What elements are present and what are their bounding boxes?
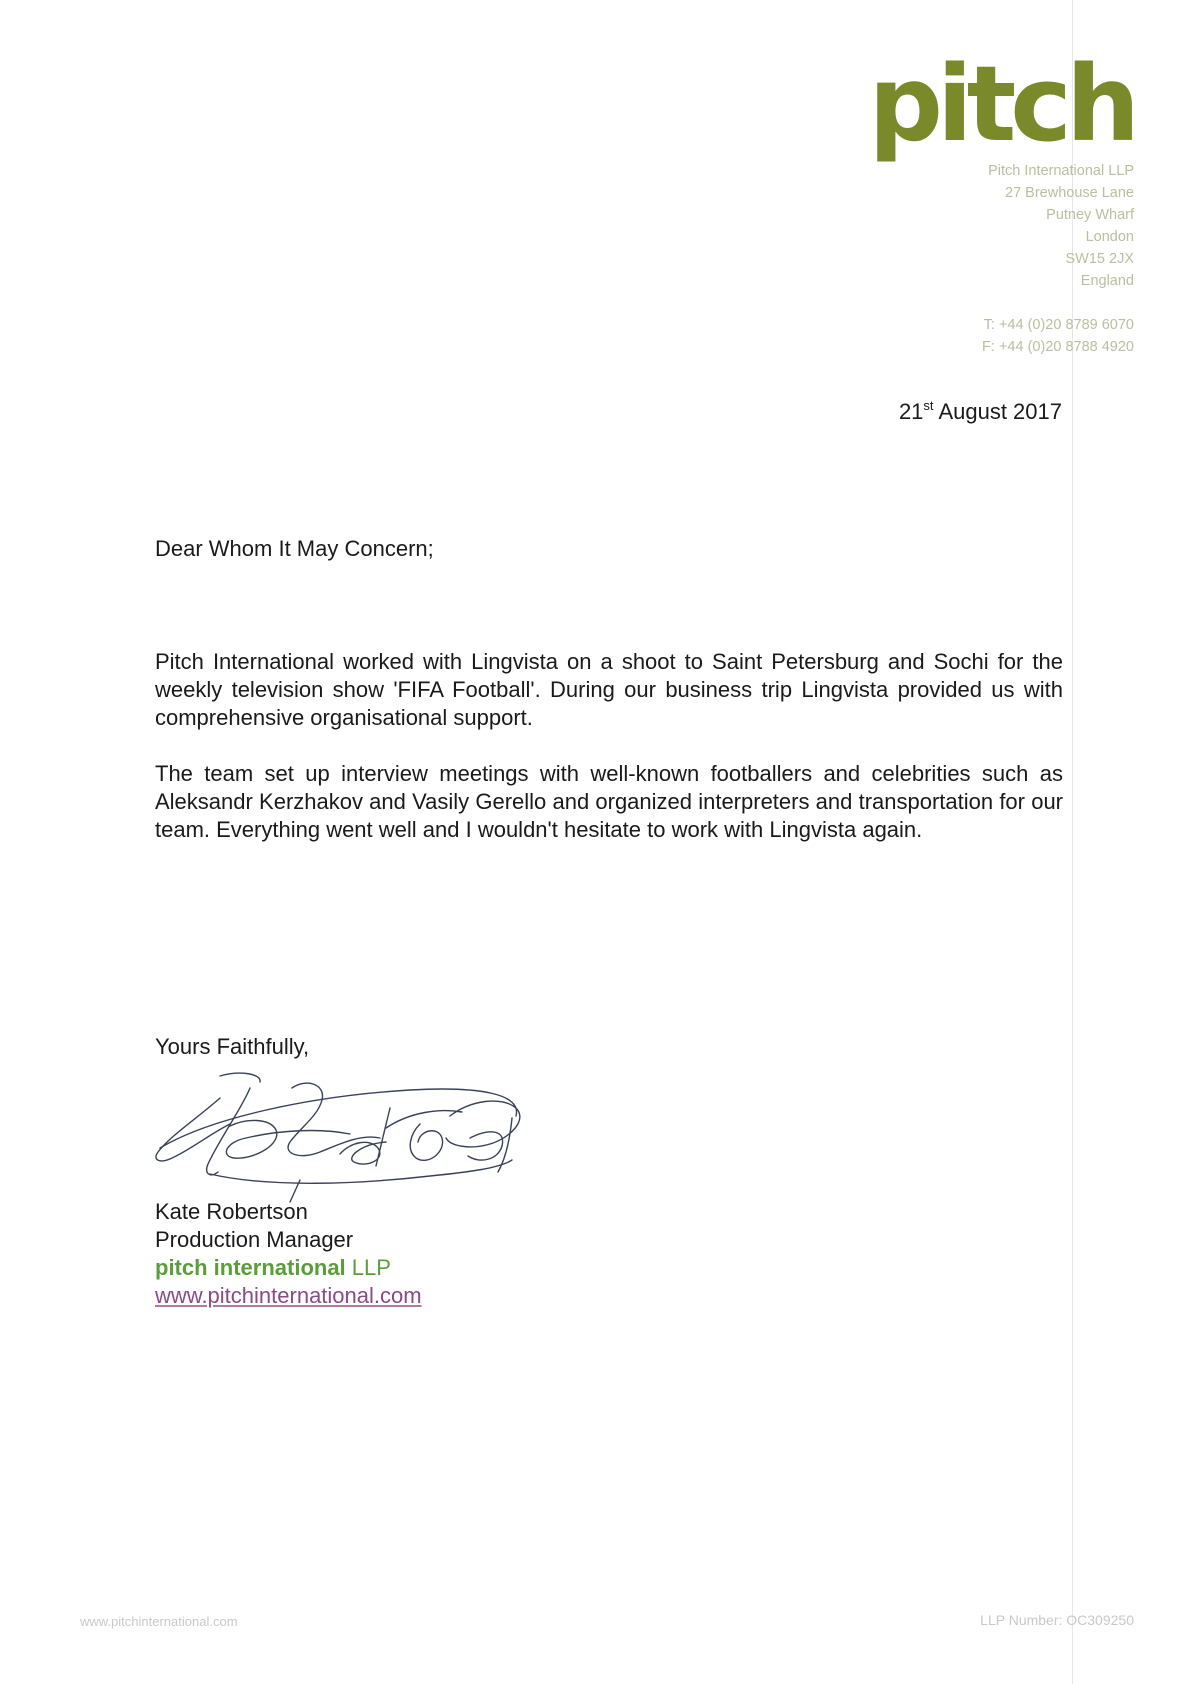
fax-number: F: +44 (0)20 8788 4920 xyxy=(982,339,1134,355)
date-day: 21 xyxy=(898,399,924,424)
company-name: pitch international xyxy=(155,1255,346,1280)
body-paragraph: The team set up interview meetings with well-known footballers and celebrities such as Aleksandr Kerzhakov and Vasily Gerello and organized interpreters and transportation for our team. Everything went well and I wouldn't hesitate to work with Lingvista again. xyxy=(155,761,1063,842)
handwritten-signature xyxy=(150,1068,560,1204)
address-line: 27 Brewhouse Lane xyxy=(1005,185,1134,201)
date-month-year: August 2017 xyxy=(938,399,1062,424)
salutation: Dear Whom It May Concern; xyxy=(155,536,434,561)
company-suffix: LLP xyxy=(345,1255,391,1280)
closing: Yours Faithfully, xyxy=(155,1034,310,1059)
pitch-logo: pitch xyxy=(868,43,1134,165)
date-ordinal-suffix: st xyxy=(923,398,934,413)
signatory-block xyxy=(155,1198,422,1310)
address-line: SW15 2JX xyxy=(1065,251,1134,267)
address-line: London xyxy=(1085,229,1134,245)
signatory-name: Kate Robertson xyxy=(155,1199,308,1224)
letter-date xyxy=(899,398,1062,425)
body-paragraph: Pitch International worked with Lingvista on a shoot to Saint Petersburg and Sochi for the weekly television show 'FIFA Football'. During our business trip Lingvista provided us with comprehensive organisational support. xyxy=(155,649,1063,730)
letterhead-contact xyxy=(982,314,1134,358)
footer-website: www.pitchinternational.com xyxy=(80,1614,238,1629)
letterhead-address xyxy=(988,160,1134,292)
signatory-company xyxy=(155,1254,422,1282)
phone-number: T: +44 (0)20 8789 6070 xyxy=(983,317,1134,333)
footer-llp-number: LLP Number: OC309250 xyxy=(980,1612,1134,1628)
address-line: Pitch International LLP xyxy=(988,163,1134,179)
signatory-title: Production Manager xyxy=(155,1227,354,1252)
address-line: England xyxy=(1080,273,1134,289)
address-line: Putney Wharf xyxy=(1046,207,1134,223)
website-link[interactable]: www.pitchinternational.com xyxy=(155,1283,422,1308)
